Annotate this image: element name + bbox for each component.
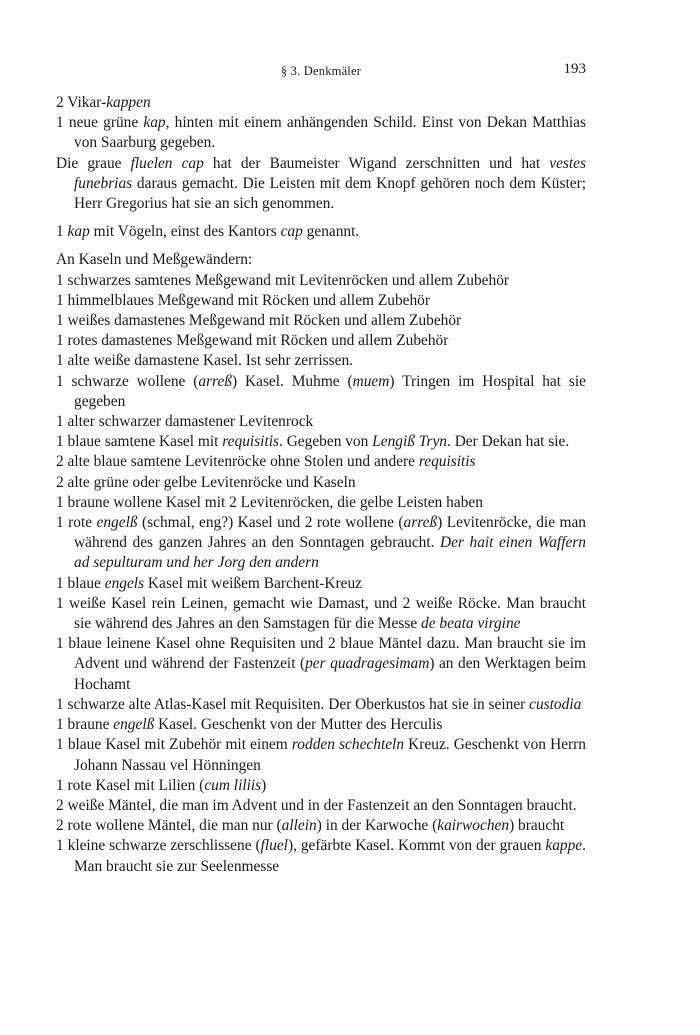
inventory-entry xyxy=(56,412,586,432)
inventory-entry xyxy=(56,513,586,574)
latin-term: fluel xyxy=(260,837,288,855)
entry-text: 1 alter schwarzer damastener Levitenrock xyxy=(56,413,314,431)
inventory-entry xyxy=(56,574,586,594)
entry-text: mit Vögeln, einst des Kantors xyxy=(89,223,281,241)
entry-text: genannt. xyxy=(302,223,360,241)
entry-text: ) an den Werktagen beim Hochamt xyxy=(74,655,587,693)
page-number: 193 xyxy=(563,61,586,77)
inventory-entry xyxy=(56,473,586,493)
inventory-entry xyxy=(56,776,586,796)
latin-term: allein xyxy=(281,817,317,835)
latin-term: arreß xyxy=(403,514,438,532)
entry-text: daraus gemacht. Die Leisten mit dem Knopf gehören noch dem Küster; Herr Gregorius hat sie an sich genommen. xyxy=(74,174,586,213)
latin-term: requisitis xyxy=(222,433,279,451)
latin-term: kappe xyxy=(545,837,583,855)
inventory-entry xyxy=(56,291,586,311)
inventory-entry xyxy=(56,154,586,215)
entry-text: 1 rote Kasel mit Lilien ( xyxy=(56,776,205,794)
entry-text: ) Levitenröcke, die man während des ganzen Jahres an den Sonntagen gebraucht. xyxy=(74,514,586,552)
latin-term: per quadragesimam xyxy=(305,655,430,673)
entry-text: Kasel. Geschenkt von der Mutter des Herculis xyxy=(154,716,443,734)
latin-term: fluelen cap xyxy=(130,154,204,172)
entry-text: 2 rote wollene Mäntel, die man nur ( xyxy=(56,817,282,835)
inventory-entry xyxy=(56,271,586,291)
latin-term: cum liliis xyxy=(204,776,262,794)
entry-text: Die graue xyxy=(56,154,131,172)
entry-text: 1 schwarze alte Atlas-Kasel mit Requisiten. Der Oberkustos hat sie in seiner xyxy=(56,695,530,713)
entry-text: 1 himmelblaues Meßgewand mit Röcken und allem Zubehör xyxy=(56,291,430,309)
running-title: § 3. Denkmäler xyxy=(280,64,362,78)
entry-text: 2 alte blaue samtene Levitenröcke ohne Stolen und andere xyxy=(56,453,419,471)
latin-term: engels xyxy=(104,574,145,592)
entry-text: ) Kasel. Muhme ( xyxy=(232,372,353,390)
entry-text: Kreuz. Geschenkt von Herrn Johann Nassau vel Hönningen xyxy=(74,736,586,774)
entry-text: (schmal, eng?) Kasel und 2 rote wollene ( xyxy=(137,514,404,532)
latin-term: engelß xyxy=(96,514,138,532)
entry-text: , hinten mit einem anhängenden Schild. Einst von Dekan Matthias von Saarburg gegeben. xyxy=(74,114,586,152)
entry-text: 2 weiße Mäntel, die man im Advent und in der Fastenzeit an den Sonntagen braucht. xyxy=(56,796,577,814)
latin-term: rodden schechteln xyxy=(291,736,405,754)
entry-text: . Man braucht sie zur Seelenmesse xyxy=(74,837,586,875)
inventory-entry xyxy=(56,493,586,513)
inventory-entry xyxy=(56,634,586,695)
entry-text: Kasel mit weißem Barchent-Kreuz xyxy=(144,574,363,592)
latin-term: kappen xyxy=(106,94,151,111)
latin-term: Der hait einen Waffern ad sepulturam und her Jorg den andern xyxy=(74,534,586,572)
inventory-entry xyxy=(56,715,586,735)
kappen-list xyxy=(56,93,586,242)
entry-text: 2 Vikar- xyxy=(56,94,107,111)
inventory-entry xyxy=(56,695,586,715)
inventory-entry xyxy=(56,372,586,412)
inventory-entry xyxy=(56,113,586,153)
entry-text: 1 blaue samtene Kasel mit xyxy=(56,433,223,451)
entry-text: hat der Baumeister Wigand zerschnitten und hat xyxy=(203,154,550,172)
entry-text: 2 alte grüne oder gelbe Levitenröcke und Kaseln xyxy=(56,473,356,491)
inventory-entry xyxy=(56,93,586,113)
latin-term: custodia xyxy=(529,695,582,713)
entry-text: 1 blaue Kasel mit Zubehör mit einem xyxy=(56,736,292,754)
latin-term: muem xyxy=(352,372,390,390)
inventory-entry xyxy=(56,452,586,472)
entry-text: ) Tringen im Hospital hat sie gegeben xyxy=(74,372,586,410)
entry-text: 1 weißes damastenes Meßgewand mit Röcken und allem Zubehör xyxy=(56,312,462,330)
running-header xyxy=(56,61,586,83)
inventory-entry xyxy=(56,351,586,371)
entry-text: 1 braune xyxy=(56,716,114,734)
entry-text: 1 rotes damastenes Meßgewand mit Röcken und allem Zubehör xyxy=(56,332,449,350)
latin-term: kairwochen xyxy=(437,817,510,835)
inventory-entry xyxy=(56,311,586,331)
inventory-entry xyxy=(56,735,586,775)
entry-text: 1 weiße Kasel rein Leinen, gemacht wie Damast, und 2 weiße Röcke. Man braucht sie während des Jahres an den Samstagen für die Messe xyxy=(56,594,586,633)
entry-text: ) in der Karwoche ( xyxy=(316,817,438,835)
section-heading: An Kaseln und Meßgewändern: xyxy=(56,251,253,269)
inventory-entry xyxy=(56,432,586,452)
entry-text: ), gefärbte Kasel. Kommt von der grauen xyxy=(287,837,546,855)
latin-term: de beata virgine xyxy=(421,615,521,633)
entry-text: 1 blaue xyxy=(56,574,105,592)
latin-term: arreß xyxy=(198,372,233,390)
latin-term: cap xyxy=(280,223,303,241)
entry-text: ) xyxy=(261,776,267,794)
entry-text: 1 braune wollene Kasel mit 2 Levitenröcken, die gelbe Leisten haben xyxy=(56,493,483,511)
entry-text: . Gegeben von xyxy=(279,433,373,451)
entry-text: 1 kleine schwarze zerschlissene ( xyxy=(56,837,261,855)
latin-term: vestes funebrias xyxy=(74,154,586,192)
inventory-entry xyxy=(56,594,586,634)
inventory-entry xyxy=(56,222,586,242)
inventory-entry xyxy=(56,836,586,876)
entry-text: ) braucht xyxy=(509,817,565,835)
latin-term: engelß xyxy=(113,716,155,734)
inventory-entry xyxy=(56,796,586,816)
entry-text: 1 blaue leinene Kasel ohne Requisiten und 2 blaue Mäntel dazu. Man braucht sie im Advent und während der Fastenzeit ( xyxy=(56,635,586,673)
entry-text: 1 rote xyxy=(56,514,97,532)
latin-term: requisitis xyxy=(418,453,476,471)
entry-text: 1 alte weiße damastene Kasel. Ist sehr zerrissen. xyxy=(56,352,354,370)
latin-term: kap xyxy=(143,114,166,132)
inventory-entry xyxy=(56,331,586,351)
latin-term: kap xyxy=(67,223,90,241)
entry-text: 1 xyxy=(56,223,68,241)
kaseln-list xyxy=(56,271,586,877)
entry-text: 1 neue grüne xyxy=(56,114,144,132)
entry-text: 1 schwarzes samtenes Meßgewand mit Levitenröcken und allem Zubehör xyxy=(56,271,510,289)
inventory-entry xyxy=(56,816,586,836)
body-text xyxy=(56,93,586,877)
latin-term: Lengiß Tryn xyxy=(372,433,447,451)
entry-text: . Der Dekan hat sie. xyxy=(447,433,570,451)
entry-text: 1 schwarze wollene ( xyxy=(56,372,199,390)
